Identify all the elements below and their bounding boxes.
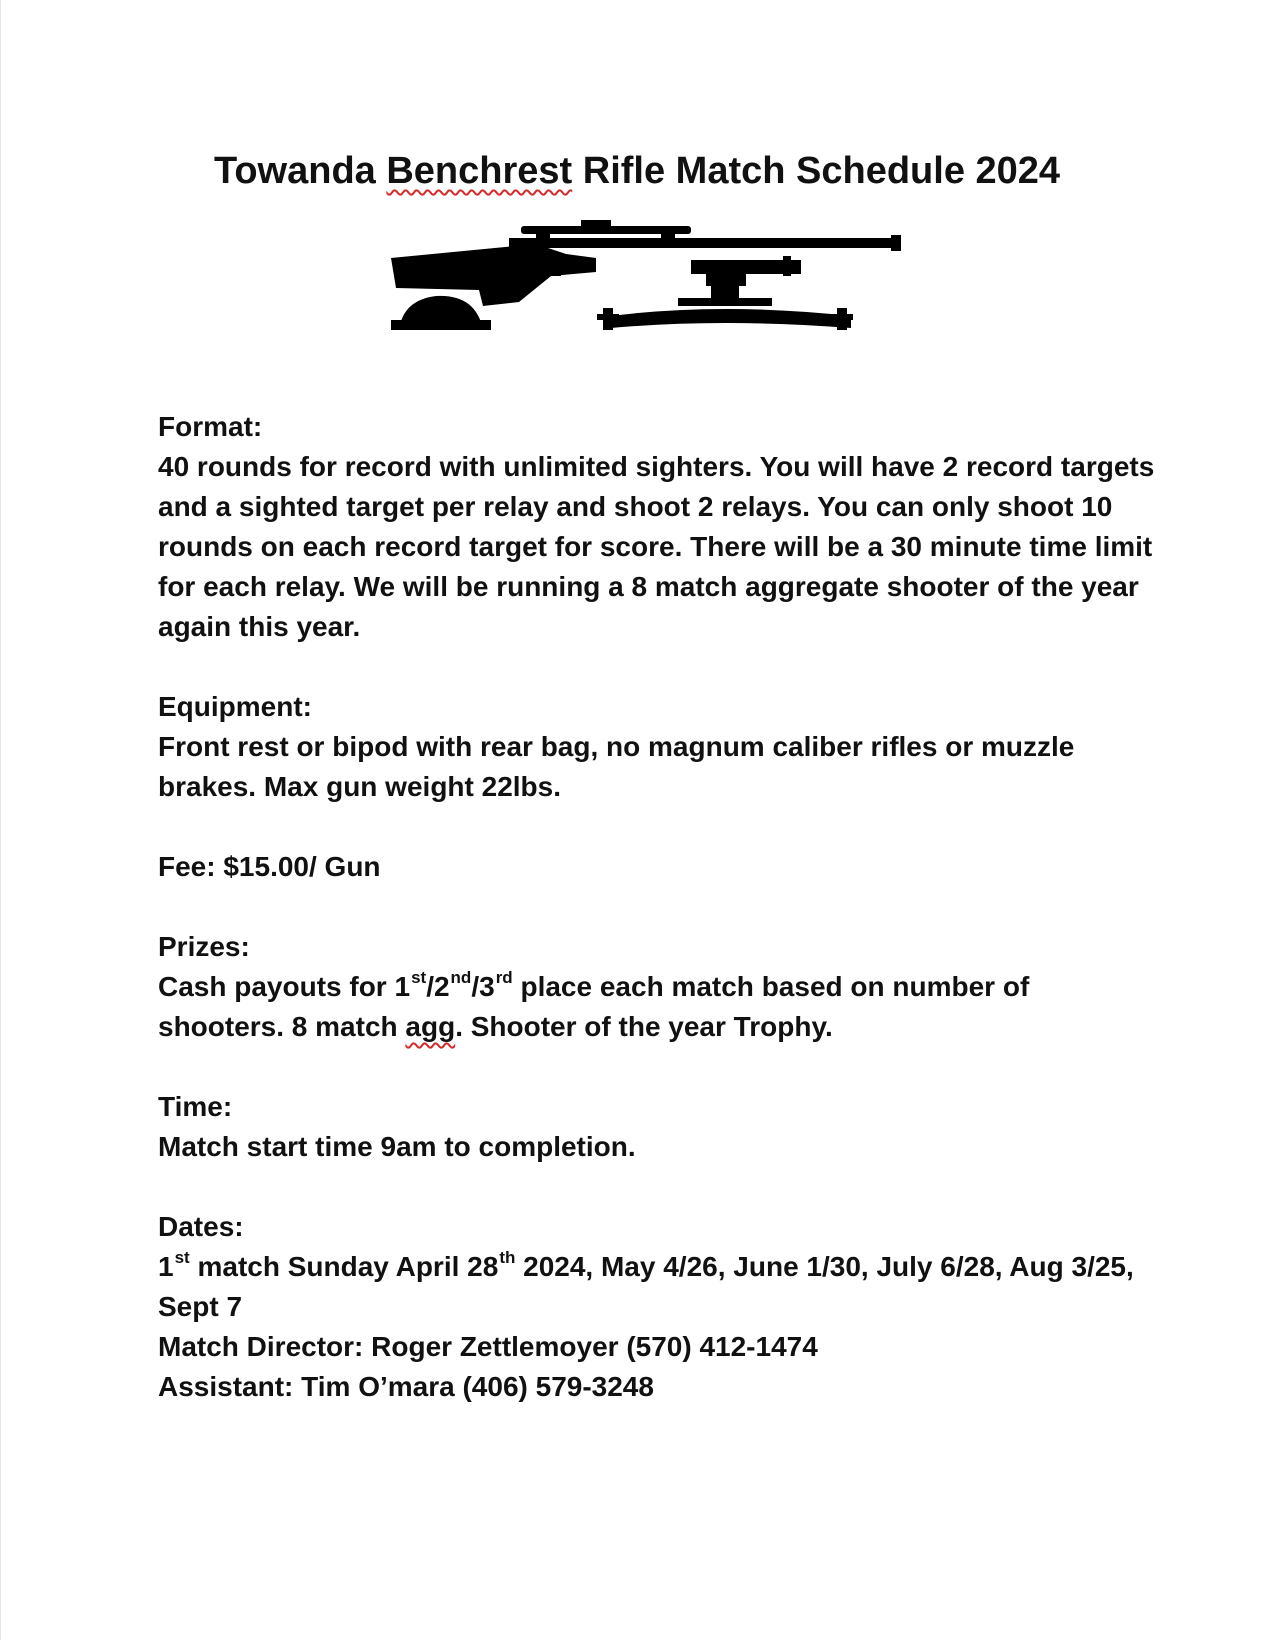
dates-text: 2024, May 4/26, June 1/30, July 6/28, Aug 3/25, Sept 7 bbox=[158, 1251, 1134, 1322]
format-section bbox=[158, 407, 1158, 647]
benchrest-rifle-icon bbox=[391, 220, 939, 348]
prizes-spellcheck-word: agg bbox=[405, 1011, 456, 1042]
prizes-heading: Prizes: bbox=[158, 931, 250, 962]
document-body bbox=[158, 407, 1158, 1447]
format-heading: Format: bbox=[158, 411, 263, 442]
time-body: Match start time 9am to completion. bbox=[158, 1131, 636, 1162]
fee-text: Fee: $15.00/ Gun bbox=[158, 851, 381, 882]
fee-section bbox=[158, 847, 1158, 887]
prizes-text: . Shooter of the year Trophy. bbox=[455, 1011, 833, 1042]
prizes-text: /2 bbox=[426, 971, 450, 1002]
dates-text: 1 bbox=[158, 1251, 174, 1282]
prizes-text: /3 bbox=[471, 971, 495, 1002]
prizes-body bbox=[158, 967, 1158, 1047]
prizes-section bbox=[158, 927, 1158, 1047]
equipment-section bbox=[158, 687, 1158, 807]
ordinal-suffix: nd bbox=[450, 967, 472, 987]
prizes-text: Cash payouts for 1 bbox=[158, 971, 411, 1002]
time-section bbox=[158, 1087, 1158, 1167]
ordinal-suffix: rd bbox=[495, 967, 513, 987]
dates-section bbox=[158, 1207, 1158, 1407]
dates-heading: Dates: bbox=[158, 1211, 244, 1242]
ordinal-suffix: th bbox=[499, 1247, 516, 1267]
title-spellcheck-word: Benchrest bbox=[386, 150, 573, 192]
equipment-heading: Equipment: bbox=[158, 691, 312, 722]
ordinal-suffix: st bbox=[174, 1247, 190, 1267]
assistant: Assistant: Tim O’mara (406) 579-3248 bbox=[158, 1371, 654, 1402]
dates-text: match Sunday April 28 bbox=[189, 1251, 499, 1282]
equipment-body: Front rest or bipod with rear bag, no magnum caliber rifles or muzzle brakes. Max gun weight 22lbs. bbox=[158, 731, 1075, 802]
prizes-text: place each match based on number of shooters. 8 match bbox=[158, 971, 1030, 1042]
format-body: 40 rounds for record with unlimited sighters. You will have 2 record targets and a sighted target per relay and shoot 2 relays. You can only shoot 10 rounds on each record target for score. There will be a 30 minute time limit for each relay. We will be running a 8 match aggregate shooter of the year again this year. bbox=[158, 451, 1155, 642]
title-prefix: Towanda bbox=[213, 150, 387, 192]
time-heading: Time: bbox=[158, 1091, 233, 1122]
document-title bbox=[1, 150, 1272, 193]
dates-body bbox=[158, 1247, 1158, 1327]
title-suffix: Rifle Match Schedule 2024 bbox=[572, 150, 1061, 192]
ordinal-suffix: st bbox=[411, 967, 427, 987]
match-director: Match Director: Roger Zettlemoyer (570) 412-1474 bbox=[158, 1331, 818, 1362]
